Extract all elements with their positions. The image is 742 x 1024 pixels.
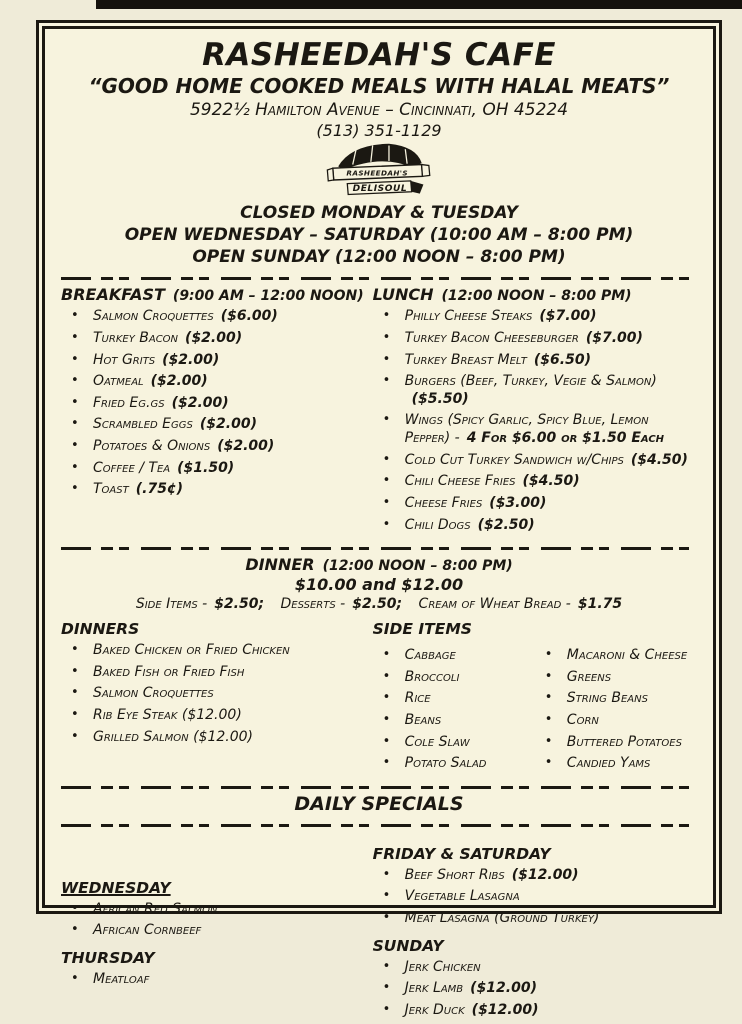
menu-item: [93, 922, 373, 940]
dinner-header: [59, 555, 699, 612]
dinner-hours: (12:00 NOON – 8:00 PM): [322, 558, 513, 575]
menu-item: [405, 495, 697, 513]
item-name: Cabbage: [404, 647, 456, 664]
item-price: ($12.00): [511, 866, 579, 883]
dinner-title-line: [59, 555, 699, 574]
dinner-extras-line: [59, 596, 699, 612]
menu-item: [405, 959, 697, 977]
menu-item: [567, 755, 697, 773]
cafe-tagline: “GOOD HOME COOKED MEALS WITH HALAL MEATS”: [88, 74, 670, 98]
menu-item: [405, 330, 697, 348]
item-name: Cole Slaw: [404, 733, 470, 750]
item-name: Hot Grits: [93, 351, 156, 368]
item-name: Greens: [566, 668, 612, 685]
lunch-column: [373, 285, 697, 538]
item-name: Wings (Spicy Garlic, Spicy Blue, Lemon Pepper) -: [404, 412, 649, 447]
dinners-list: [61, 642, 373, 746]
thursday-list: [61, 971, 373, 989]
item-price: ($5.50): [411, 390, 469, 407]
specials-left-column: [61, 832, 373, 1024]
hours-line-sunday: OPEN SUNDAY (12:00 NOON – 8:00 PM): [192, 247, 566, 268]
cafe-address: 5922½ Hamilton Avenue – Cincinnati, OH 45224: [189, 100, 569, 120]
breakfast-header: [61, 285, 373, 304]
item-name: Turkey Breast Melt: [404, 351, 527, 368]
item-price: ($2.00): [185, 329, 243, 346]
item-price: ($2.00): [162, 351, 220, 368]
item-name: Vegetable Lasagna: [404, 888, 520, 905]
extras-price: $2.50;: [214, 596, 265, 613]
menu-item: [93, 308, 373, 326]
wednesday-title: WEDNESDAY: [61, 878, 171, 897]
menu-item: [567, 690, 697, 708]
item-name: Toast: [93, 481, 129, 498]
menu-item: [567, 712, 697, 730]
item-name: Jerk Chicken: [404, 958, 481, 975]
item-price: ($4.50): [522, 473, 580, 490]
lunch-hours: (12:00 NOON – 8:00 PM): [441, 288, 632, 305]
menu-item: [405, 910, 697, 928]
lunch-list: [373, 308, 697, 534]
item-name: Salmon Croquettes: [93, 685, 214, 702]
menu-item: [567, 734, 697, 752]
menu-item: [93, 481, 373, 499]
menu-item: [93, 642, 373, 660]
menu-item: [93, 707, 373, 725]
menu-item: [93, 352, 373, 370]
item-name: Philly Cheese Steaks: [404, 308, 533, 325]
menu-item: [93, 729, 373, 747]
extras-item: [281, 596, 403, 612]
item-name: Beef Short Ribs: [404, 866, 505, 883]
item-name: African Red Salmon: [93, 900, 218, 917]
item-name: Coffee / Tea: [93, 459, 171, 476]
dinner-price-line: $10.00 and $12.00: [294, 575, 464, 595]
item-name: Chili Cheese Fries: [404, 473, 516, 490]
menu-item: [567, 669, 697, 687]
extras-name: Cream of Wheat Bread -: [418, 596, 571, 613]
cafe-phone: (513) 351-1129: [316, 121, 442, 140]
menu-item: [405, 473, 697, 491]
breakfast-list: [61, 308, 373, 499]
sides-column: [373, 612, 697, 777]
menu-item: [93, 664, 373, 682]
extras-name: Desserts -: [280, 596, 346, 613]
item-name: Beans: [404, 712, 442, 729]
dinners-column: [61, 612, 373, 777]
item-name: Corn: [566, 712, 599, 729]
item-price: ($2.00): [199, 416, 257, 433]
deli-logo-icon: [320, 141, 438, 199]
logo-sub-text: DELISOUL: [352, 183, 408, 194]
sunday-title: SUNDAY: [372, 936, 444, 955]
opening-hours: [59, 202, 699, 268]
item-price: ($12.00): [471, 1001, 539, 1018]
item-price: ($6.50): [533, 351, 591, 368]
menu-item: [405, 755, 535, 773]
item-name: Candied Yams: [566, 755, 651, 772]
menu-item: [93, 416, 373, 434]
item-price: ($7.00): [539, 308, 597, 325]
menu-item: [405, 734, 535, 752]
item-name: Scrambled Eggs: [93, 416, 193, 433]
item-name: Fried Eg.gs: [93, 394, 165, 411]
menu-item: [93, 460, 373, 478]
item-name: Macaroni & Cheese: [566, 647, 688, 664]
item-price: ($1.50): [177, 459, 235, 476]
menu-item: [405, 517, 697, 535]
item-price: ($4.50): [630, 451, 688, 468]
item-price: ($3.00): [489, 494, 547, 511]
item-price: ($7.00): [585, 329, 643, 346]
menu-item: [93, 395, 373, 413]
item-name: Jerk Lamb: [404, 980, 464, 997]
logo-banner-text: RASHEEDAH'S: [346, 168, 408, 178]
breakfast-column: [61, 285, 373, 538]
menu-item: [405, 712, 535, 730]
item-name: Rib Eye Steak ($12.00): [93, 707, 242, 724]
menu-item: [405, 888, 697, 906]
item-name: Broccoli: [404, 668, 460, 685]
item-name: Cheese Fries: [404, 494, 483, 511]
menu-item: [405, 352, 697, 370]
menu-item: [93, 438, 373, 456]
sides-lists: [373, 640, 697, 777]
item-name: Cold Cut Turkey Sandwich w/Chips: [404, 451, 624, 468]
item-name: Baked Fish or Fried Fish: [93, 663, 245, 680]
item-price: ($12.00): [470, 980, 537, 997]
scan-artifact: [96, 0, 742, 9]
daily-specials-section: [59, 832, 699, 1024]
menu-item: [405, 1002, 697, 1020]
item-name: Baked Chicken or Fried Chicken: [93, 642, 290, 659]
item-name: String Beans: [566, 690, 648, 707]
extras-price: $1.75: [577, 596, 623, 613]
extras-price: $2.50;: [352, 596, 403, 613]
extras-item: [419, 596, 623, 612]
item-name: Salmon Croquettes: [93, 308, 214, 325]
breakfast-lunch-section: [59, 285, 699, 538]
item-name: African Cornbeef: [93, 922, 202, 939]
item-name: Potatoes & Onions: [93, 438, 211, 455]
menu-page: [36, 20, 722, 1018]
dashed-divider: [61, 547, 697, 550]
dashed-divider: [61, 277, 697, 280]
extras-item: [136, 596, 264, 612]
sunday-list: [373, 959, 697, 1020]
friday-saturday-list: [373, 867, 697, 928]
item-price: ($2.00): [217, 438, 275, 455]
sides-list-1: [373, 643, 535, 777]
sides-list-2: [535, 643, 697, 777]
dinners-title: DINNERS: [61, 620, 140, 639]
menu-item: [405, 452, 697, 470]
item-name: Oatmeal: [93, 373, 144, 390]
menu-item: [405, 647, 535, 665]
menu-item: [93, 373, 373, 391]
menu-item: [405, 373, 697, 408]
friday-saturday-title: FRIDAY & SATURDAY: [372, 844, 551, 863]
item-name: Meatloaf: [93, 971, 150, 988]
menu-item: [405, 980, 697, 998]
menu-item: [93, 685, 373, 703]
item-name: Buttered Potatoes: [566, 733, 682, 750]
menu-item: [93, 971, 373, 989]
item-name: Jerk Duck: [404, 1001, 465, 1018]
menu-item: [567, 647, 697, 665]
item-name: Turkey Bacon: [93, 329, 179, 346]
dinners-sides-section: [59, 612, 699, 777]
breakfast-hours: (9:00 AM – 12:00 NOON): [172, 288, 364, 305]
item-name: Chili Dogs: [404, 516, 471, 533]
menu-item: [405, 690, 535, 708]
dashed-divider: [61, 824, 697, 827]
breakfast-title: BREAKFAST: [61, 285, 165, 305]
lunch-header: [373, 285, 697, 304]
menu-item: [93, 330, 373, 348]
lunch-title: LUNCH: [372, 285, 434, 305]
sides-title: SIDE ITEMS: [372, 620, 472, 639]
item-name: Grilled Salmon ($12.00): [93, 728, 253, 745]
item-price: 4 For $6.00 or $1.50 Each: [466, 430, 665, 447]
item-name: Burgers (Beef, Turkey, Vegie & Salmon): [404, 373, 657, 390]
extras-name: Side Items -: [135, 596, 208, 613]
item-price: ($6.00): [220, 308, 278, 325]
menu-item: [93, 901, 373, 919]
cafe-title: RASHEEDAH'S CAFE: [202, 37, 556, 73]
menu-item: [405, 867, 697, 885]
menu-header: [59, 37, 699, 268]
daily-specials-title: DAILY SPECIALS: [294, 792, 464, 815]
dinner-title: DINNER: [245, 555, 315, 575]
hours-line-closed: CLOSED MONDAY & TUESDAY: [240, 203, 518, 223]
wednesday-list: [61, 901, 373, 940]
item-name: Meat Lasagna (Ground Turkey): [404, 910, 600, 927]
menu-item: [405, 669, 535, 687]
dashed-divider: [61, 786, 697, 789]
hours-line-weekday: OPEN WEDNESDAY – SATURDAY (10:00 AM – 8:00 PM): [124, 225, 634, 246]
item-price: ($2.50): [477, 516, 535, 533]
item-price: ($2.00): [150, 373, 208, 390]
menu-item: [405, 308, 697, 326]
item-name: Potato Salad: [404, 755, 487, 772]
menu-item: [405, 412, 697, 447]
specials-right-column: [373, 832, 697, 1024]
item-price: ($2.00): [171, 394, 229, 411]
thursday-title: THURSDAY: [61, 949, 155, 968]
item-price: (.75¢): [135, 481, 184, 498]
item-name: Rice: [404, 690, 431, 707]
item-name: Turkey Bacon Cheeseburger: [404, 329, 579, 346]
